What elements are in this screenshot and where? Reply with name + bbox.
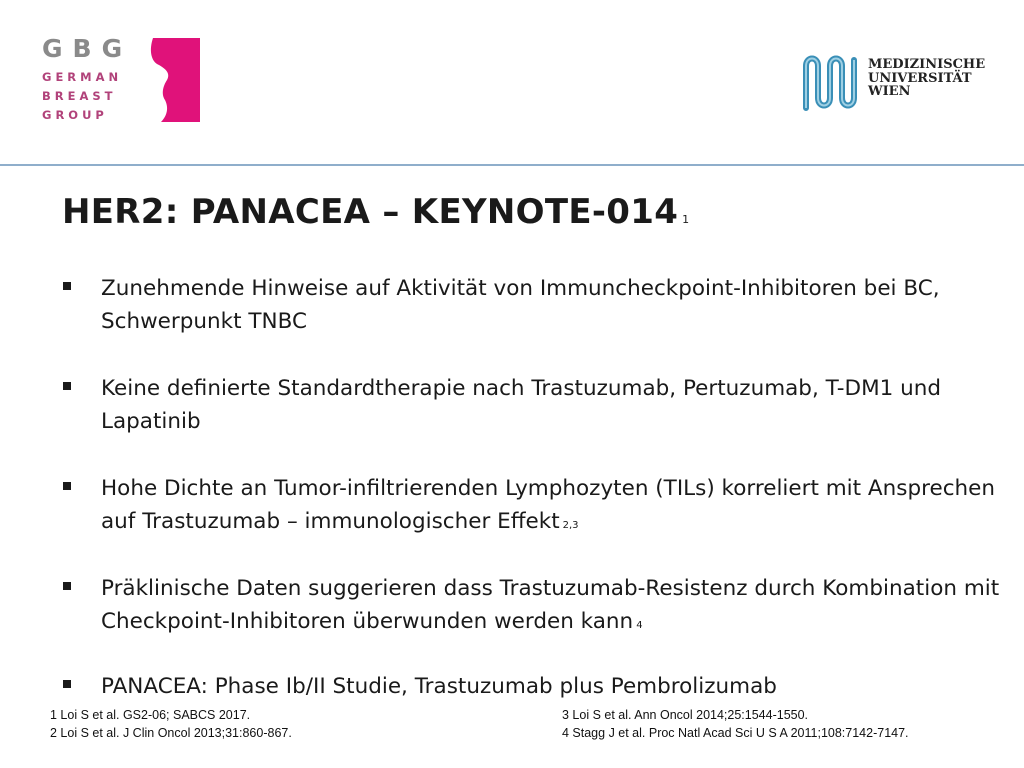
bullet-4-ref: 4	[636, 620, 643, 631]
footnote-4: 4 Stagg J et al. Proc Natl Acad Sci U S A 2011;108:7142-7147.	[562, 726, 909, 740]
bullet-text-2	[101, 372, 1021, 438]
square-bullet-icon	[63, 282, 71, 290]
footnotes	[0, 706, 1024, 746]
meduni-wien-line-1: MEDIZINISCHE	[868, 57, 986, 72]
footnote-1: 1 Loi S et al. GS2-06; SABCS 2017.	[50, 708, 251, 722]
meduni-wien-logo	[800, 52, 990, 114]
square-bullet-icon	[63, 482, 71, 490]
slide-title-ref: 1	[682, 213, 690, 226]
gbg-logo	[38, 34, 200, 122]
bullet-text-3	[101, 472, 1021, 542]
gbg-logo-line-2: BREAST	[42, 89, 117, 103]
square-bullet-icon	[63, 582, 71, 590]
footnote-3: 3 Loi S et al. Ann Oncol 2014;25:1544-1550.	[562, 708, 809, 722]
square-bullet-icon	[63, 382, 71, 390]
slide-title	[62, 192, 689, 232]
slide-title-text: HER2: PANACEA – KEYNOTE-014	[62, 192, 679, 232]
slide-header	[0, 0, 1024, 166]
footnote-2: 2 Loi S et al. J Clin Oncol 2013;31:860-867.	[50, 726, 292, 740]
bullet-text-4-body: Präklinische Daten suggerieren dass Trastuzumab-Resistenz durch Kombination mit Checkpoint-Inhibitoren überwunden werden kann	[101, 576, 1000, 634]
gbg-logo-line-3: GROUP	[42, 108, 108, 122]
meduni-wien-wordmark	[868, 58, 985, 99]
meduni-wien-line-3: WIEN	[868, 84, 911, 99]
bullet-text-1-body: Zunehmende Hinweise auf Aktivität von Immuncheckpoint-Inhibitoren bei BC, Schwerpunkt TNBC	[101, 276, 940, 334]
breast-silhouette-icon	[147, 38, 200, 122]
bullet-text-1	[101, 272, 1021, 338]
meduni-wien-mark-icon	[800, 52, 862, 114]
bullet-text-5	[101, 670, 1021, 703]
square-bullet-icon	[63, 680, 71, 688]
bullet-3-ref: 2,3	[562, 520, 579, 531]
bullet-text-4	[101, 572, 1021, 642]
bullet-text-5-body: PANACEA: Phase Ib/II Studie, Trastuzumab plus Pembrolizumab	[101, 674, 777, 699]
header-divider	[0, 164, 1024, 166]
bullet-text-3-body: Hohe Dichte an Tumor-infiltrierenden Lymphozyten (TILs) korreliert mit Ansprechen auf Trastuzumab – immunologischer Effekt	[101, 476, 995, 534]
meduni-wien-line-2: UNIVERSITÄT	[868, 70, 972, 86]
bullet-text-2-body: Keine definierte Standardtherapie nach Trastuzumab, Pertuzumab, T-DM1 und Lapatinib	[101, 376, 942, 434]
gbg-logo-line-1: GERMAN	[42, 70, 123, 84]
gbg-logo-letters: GBG	[42, 34, 133, 63]
